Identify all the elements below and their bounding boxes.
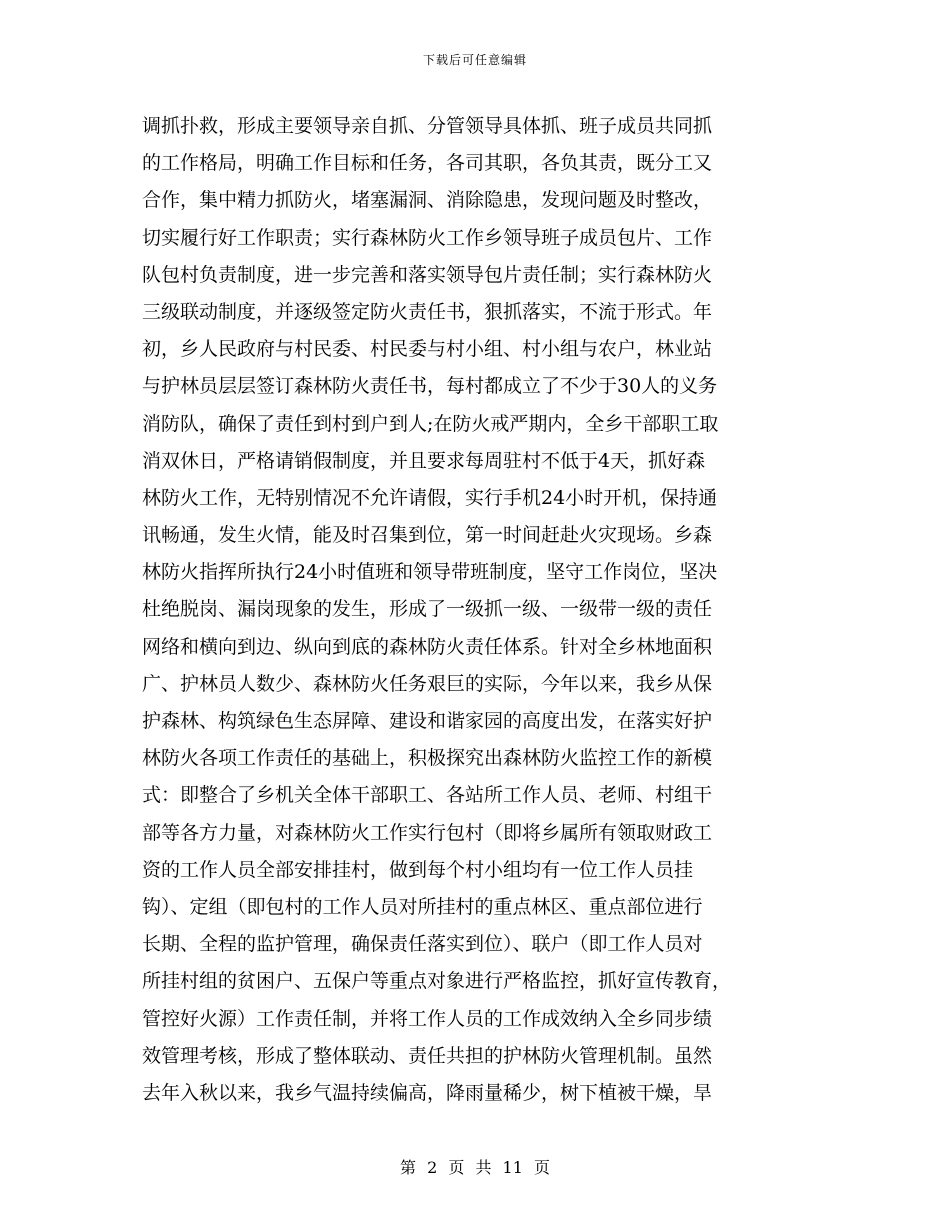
page-header: 下载后可任意编辑 bbox=[422, 53, 527, 67]
body-line: 式：即整合了乡机关全体干部职工、各站所工作人员、老师、村组干 bbox=[142, 784, 713, 807]
body-line: 队包村负责制度，进一步完善和落实领导包片责任制；实行森林防火 bbox=[142, 263, 713, 286]
body-line: 广、护林员人数少、森林防火任务艰巨的实际，今年以来，我乡从保 bbox=[142, 672, 713, 695]
body-line: 切实履行好工作职责；实行森林防火工作乡领导班子成员包片、工作 bbox=[142, 226, 713, 249]
document-body bbox=[142, 108, 808, 1112]
body-line: 部等各方力量，对森林防火工作实行包村（即将乡属所有领取财政工 bbox=[142, 821, 713, 844]
body-line: 杜绝脱岗、漏岗现象的发生，形成了一级抓一级、一级带一级的责任 bbox=[142, 598, 713, 621]
body-line: 长期、全程的监护管理，确保责任落实到位）、联户（即工作人员对 bbox=[142, 933, 703, 956]
body-line: 合作，集中精力抓防火，堵塞漏洞、消除隐患，发现问题及时整改， bbox=[142, 189, 713, 212]
body-line: 消双休日，严格请销假制度，并且要求每周驻村不低于4天，抓好森 bbox=[142, 449, 706, 472]
body-line: 效管理考核，形成了整体联动、责任共担的护林防火管理机制。虽然 bbox=[142, 1044, 713, 1067]
body-line: 与护林员层层签订森林防火责任书，每村都成立了不少于30人的义务 bbox=[142, 375, 718, 398]
body-line: 林防火各项工作责任的基础上，积极探究出森林防火监控工作的新模 bbox=[142, 747, 713, 770]
body-line: 林防火指挥所执行24小时值班和领导带班制度，坚守工作岗位，坚决 bbox=[142, 561, 718, 584]
body-line: 林防火工作，无特别情况不允许请假，实行手机24小时开机，保持通 bbox=[142, 486, 718, 509]
body-line: 调抓扑救，形成主要领导亲自抓、分管领导具体抓、班子成员共同抓 bbox=[142, 115, 713, 137]
body-line: 所挂村组的贫困户、五保户等重点对象进行严格监控，抓好宣传教育， bbox=[142, 970, 732, 993]
body-line: 三级联动制度，并逐级签定防火责任书，狠抓落实，不流于形式。年 bbox=[142, 300, 713, 323]
body-line: 网络和横向到边、纵向到底的森林防火责任体系。针对全乡林地面积 bbox=[142, 635, 713, 658]
body-line: 资的工作人员全部安排挂村，做到每个村小组均有一位工作人员挂 bbox=[142, 858, 694, 881]
body-line: 的工作格局，明确工作目标和任务，各司其职，各负其责，既分工又 bbox=[142, 152, 713, 175]
body-line: 消防队，确保了责任到村到户到人;在防火戒严期内，全乡干部职工取 bbox=[142, 412, 719, 435]
page-footer: 第 2 页 共 11 页 bbox=[400, 1158, 550, 1177]
body-line: 初，乡人民政府与村民委、村民委与村小组、村小组与农户，林业站 bbox=[142, 338, 713, 361]
body-line: 护森林、构筑绿色生态屏障、建设和谐家园的高度出发，在落实好护 bbox=[142, 710, 713, 732]
body-line: 讯畅通，发生火情，能及时召集到位，第一时间赶赴火灾现场。乡森 bbox=[142, 524, 713, 547]
body-line: 去年入秋以来，我乡气温持续偏高，降雨量稀少，树下植被干燥，旱 bbox=[142, 1081, 713, 1104]
body-line: 管控好火源）工作责任制，并将工作人员的工作成效纳入全乡同步绩 bbox=[142, 1007, 713, 1030]
body-line: 钩）、定组（即包村的工作人员对所挂村的重点林区、重点部位进行 bbox=[142, 895, 703, 918]
